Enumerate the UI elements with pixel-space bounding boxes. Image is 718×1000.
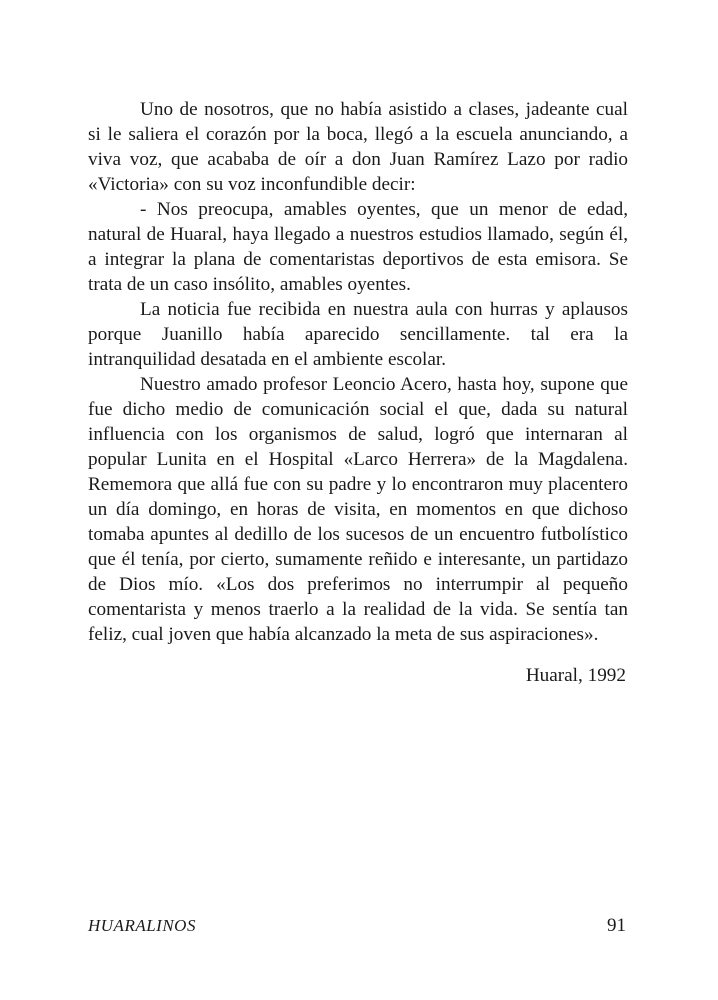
paragraph: Uno de nosotros, que no había asistido a clases, jadeante cual si le saliera el corazón por la boca, llegó a la escuela anunciando, a viva voz, que acababa de oír a don Juan Ramírez Lazo por radio «Victoria» con su voz inconfundible decir: (88, 99, 628, 195)
paragraph: - Nos preocupa, amables oyentes, que un menor de edad, natural de Huaral, haya llegado a nuestros estudios llamado, según él, a integrar la plana de comentaristas deportivos de esta emisora. Se trata de un caso insólito, amables oyentes. (88, 199, 628, 295)
dateline: Huaral, 1992 (525, 665, 626, 686)
paragraph: Nuestro amado profesor Leoncio Acero, hasta hoy, supone que fue dicho medio de comunicación social el que, dada su natural influencia con los organismos de salud, logró que internaran al popular Lunita en el Hospital «Larco Herrera» de la Magdalena. Rememora que allá fue con su padre y lo encontraron muy placentero un día domingo, en horas de visita, en momentos en que dichoso tomaba apuntes al dedillo de los sucesos de un encuentro futbolístico que él tenía, por cierto, sumamente reñido e interesante, un partidazo de Dios mío. «Los dos preferimos no interrumpir al pequeño comentarista y menos traerlo a la realidad de la vida. Se sentía tan feliz, cual joven que había alcanzado la meta de sus aspiraciones». (88, 374, 628, 645)
paragraph: La noticia fue recibida en nuestra aula con hurras y aplausos porque Juanillo había aparecido sencillamente. tal era la intranquilidad desatada en el ambiente escolar. (88, 299, 628, 370)
running-footer-title: HUARALINOS (88, 916, 196, 935)
body-text (88, 97, 628, 647)
page-number: 91 (607, 915, 626, 936)
